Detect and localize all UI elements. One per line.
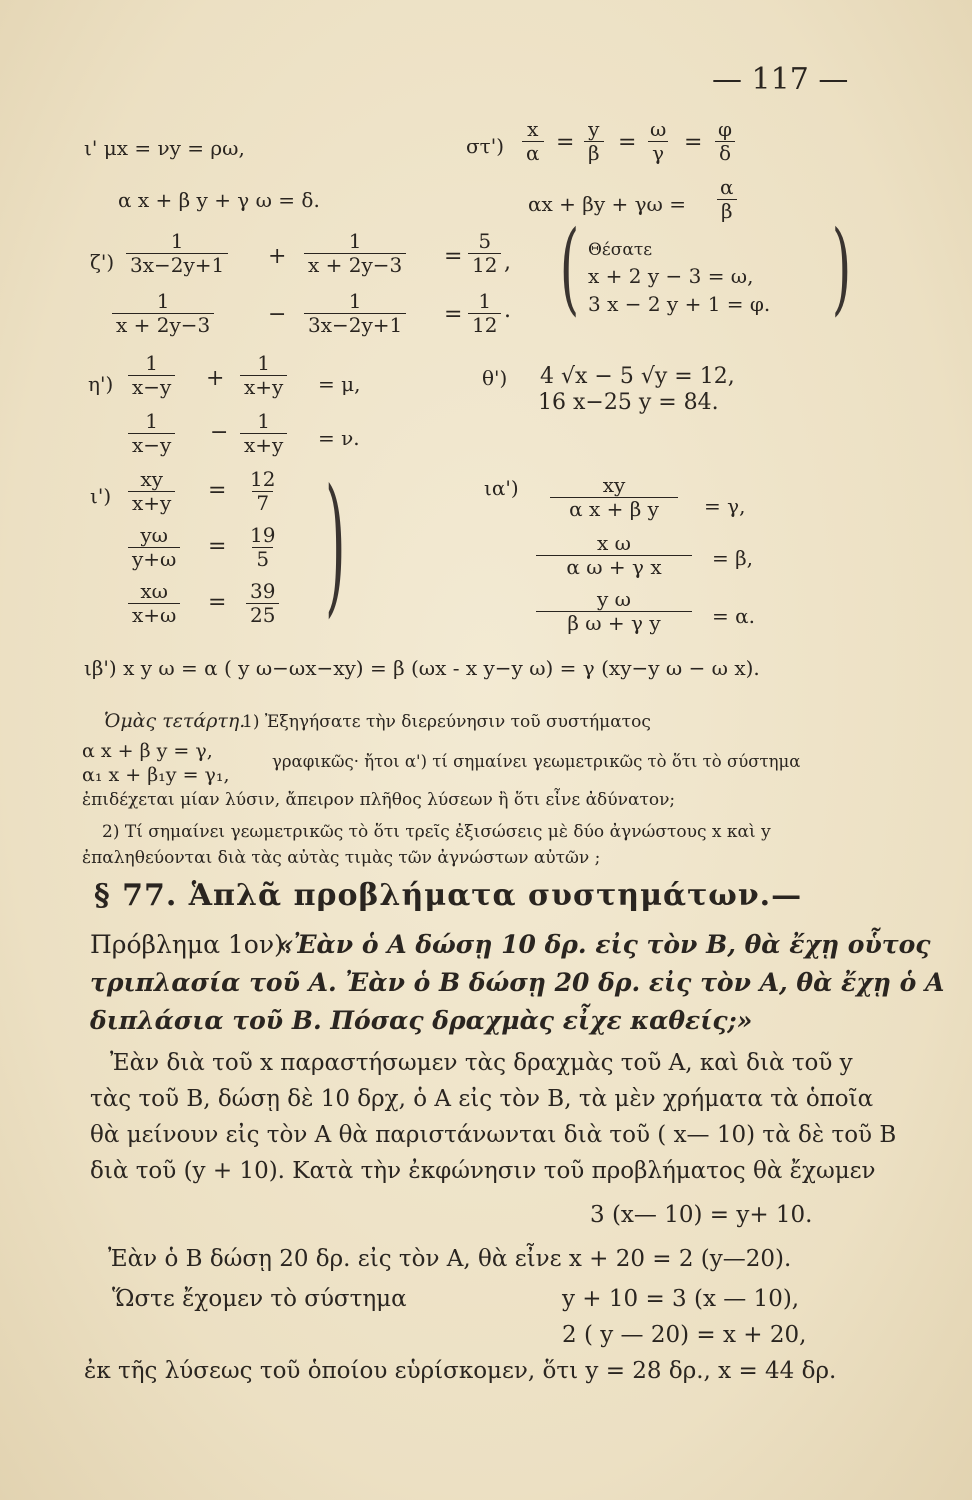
exercise-i-line1: ι' μx = νy = ρω, <box>84 136 245 160</box>
ia-result-1: = γ, <box>704 494 746 518</box>
equals-sign: = <box>618 130 637 155</box>
question-1-cont: γραφικῶς· ἤτοι α') τί σημαίνει γεωμετρικῶς τὸ ὅτι τὸ σύστημα <box>272 752 801 771</box>
problem-text-1: «Ἐὰν ὁ Α δώσῃ 10 δρ. εἰς τὸν Β, θὰ ἔχῃ οὗτος <box>278 930 931 959</box>
hint-equation-2: 3 x − 2 y + 1 = φ. <box>588 292 771 316</box>
fraction: $\frac{1}{3x-2y+1}$ <box>126 230 228 277</box>
fraction: $\frac{\omega}{\gamma}$ <box>650 117 667 165</box>
hint-equation-1: x + 2 y − 3 = ω, <box>588 264 754 288</box>
fraction: $\frac{xy}{x+y}$ <box>128 468 175 515</box>
question-2-line2: ἐπαληθεύονται διὰ τὰς αὐτὰς τιμὰς τῶν ἀγνώστων αὐτῶν ; <box>82 848 601 868</box>
question-1-lead: 1) Ἐξηγήσατε τὴν διερεύνησιν τοῦ συστήματος <box>242 712 651 732</box>
ia-result-2: = β, <box>712 546 754 570</box>
fraction: $\frac{xy}{\text{α x + β y}}$ <box>550 474 678 521</box>
exercise-iota-label: ι') <box>90 484 112 508</box>
exercise-i-line2: α x + β y + γ ω = δ. <box>118 188 320 212</box>
system-eq-1: α x + β y = γ, <box>82 740 213 762</box>
ia-result-3: = α. <box>712 604 755 628</box>
plus-sign: + <box>206 366 225 391</box>
equals-sign: = <box>684 130 703 155</box>
equals-sign: = <box>208 590 227 615</box>
plus-sign: + <box>268 244 287 269</box>
solution-line-7: ἐκ τῆς λύσεως τοῦ ὁποίου εὑρίσκομεν, ὅτι y = 28 δρ., x = 44 δρ. <box>84 1358 837 1384</box>
st-line2: αx + βy + γω = <box>528 192 686 216</box>
fraction: $\frac{y\omega}{y+\omega}$ <box>128 524 180 571</box>
solution-line-4: διὰ τοῦ (y + 10). Κατὰ τὴν ἐκφώνησιν τοῦ προβλήματος θὰ ἔχωμεν <box>90 1158 876 1184</box>
group-title: Ὁμὰς τετάρτη. <box>104 710 246 732</box>
question-1-end: ἐπιδέχεται μίαν λύσιν, ἄπειρον πλῆθος λύσεων ἢ ὅτι εἶνε ἀδύνατον; <box>82 790 676 810</box>
fraction: $\frac{1}{x+y}$ <box>240 410 287 457</box>
fraction: $\frac{1}{x+y}$ <box>240 352 287 399</box>
fraction: $\frac{x}{\alpha}$ <box>522 118 544 165</box>
fraction: $\frac{y}{\beta}$ <box>584 118 604 165</box>
solution-line-5: Ἐὰν ὁ Β δώσῃ 20 δρ. εἰς τὸν Α, θὰ εἶνε x + 20 = 2 (y—20). <box>108 1246 792 1272</box>
solution-line-2: τὰς τοῦ Β, δώσῃ δὲ 10 δρχ, ὁ Α εἰς τὸν Β, τὰ μὲν χρήματα τὰ ὁποῖα <box>90 1086 874 1112</box>
fraction: $\frac{\text{y ω}}{\text{β ω + γ y}}$ <box>536 588 692 635</box>
exercise-theta-label: θ') <box>482 366 508 390</box>
solution-line-6: Ὥστε ἔχομεν τὸ σύστημα <box>112 1286 407 1312</box>
system-equation-a: y + 10 = 3 (x — 10), <box>562 1286 800 1312</box>
period: . <box>504 298 511 323</box>
exercise-ia-label: ια') <box>484 476 519 500</box>
right-paren: ) <box>831 209 852 326</box>
system-equation-b: 2 ( y — 20) = x + 20, <box>562 1322 807 1348</box>
solution-line-1: Ἐὰν διὰ τοῦ x παραστήσωμεν τὰς δραχμὰς τοῦ Α, καὶ διὰ τοῦ y <box>110 1050 853 1076</box>
minus-sign: − <box>210 420 229 445</box>
equals-sign: = <box>556 130 575 155</box>
hint-title: Θέσατε <box>588 240 653 260</box>
fraction: $\frac{39}{25}$ <box>246 580 279 627</box>
fraction: $\frac{1}{12}$ <box>468 290 501 337</box>
problem-label: Πρόβλημα 1ον). <box>90 930 292 959</box>
exercise-ib-line: ιβ') x y ω = α ( y ω−ωx−xy) = β (ωx - x y−y ω) = γ (xy−y ω − ω x). <box>84 656 760 680</box>
page-number: — 117 — <box>712 62 849 97</box>
fraction: $\frac{1}{3x-2y+1}$ <box>304 290 406 337</box>
right-brace: ) <box>325 458 346 632</box>
comma: , <box>504 250 511 275</box>
equation-1: 3 (x— 10) = y+ 10. <box>590 1202 813 1228</box>
problem-text-2: τριπλασία τοῦ Α. Ἐὰν ὁ Β δώσῃ 20 δρ. εἰς τὸν Α, θὰ ἔχῃ ὁ Α <box>90 968 945 997</box>
theta-equation-1: 4 √x − 5 √y = 12, <box>540 364 735 389</box>
equals-sign: = <box>444 302 463 327</box>
equals-sign: = <box>208 478 227 503</box>
eta-result-1: = μ, <box>318 372 361 396</box>
fraction: $\frac{1}{x-y}$ <box>128 410 175 457</box>
exercise-st-label: στ') <box>466 134 505 158</box>
exercise-eta-label: η') <box>88 372 114 396</box>
solution-line-3: θὰ μείνουν εἰς τὸν Α θὰ παριστάνωνται διὰ τοῦ ( x— 10) τὰ δὲ τοῦ Β <box>90 1122 897 1148</box>
fraction: $\frac{\varphi}{\delta}$ <box>714 118 736 165</box>
fraction: $\frac{1}{x + 2y-3}$ <box>112 290 214 337</box>
minus-sign: − <box>268 302 287 327</box>
fraction: $\frac{\alpha}{\beta}$ <box>716 176 738 223</box>
question-2-line1: 2) Τί σημαίνει γεωμετρικῶς τὸ ὅτι τρεῖς ἐξισώσεις μὲ δύο ἀγνώστους x καὶ y <box>102 822 771 842</box>
exercise-zeta-label: ζ') <box>90 250 115 274</box>
fraction: $\frac{12}{7}$ <box>250 467 276 515</box>
fraction: $\frac{19}{5}$ <box>250 523 276 571</box>
fraction: $\frac{1}{x + 2y-3}$ <box>304 230 406 277</box>
problem-text-3: διπλάσια τοῦ Β. Πόσας δραχμὰς εἶχε καθείς;» <box>90 1006 753 1035</box>
fraction: $\frac{x\omega}{x+\omega}$ <box>128 580 180 627</box>
fraction: $\frac{\text{x ω}}{\text{α ω + γ x}}$ <box>536 532 692 579</box>
equals-sign: = <box>444 244 463 269</box>
system-eq-2: α₁ x + β₁y = γ₁, <box>82 764 230 786</box>
eta-result-2: = ν. <box>318 426 360 450</box>
equals-sign: = <box>208 534 227 559</box>
fraction: $\frac{1}{x-y}$ <box>128 352 175 399</box>
fraction: $\frac{5}{12}$ <box>468 230 501 277</box>
left-paren: ( <box>559 209 580 326</box>
theta-equation-2: 16 x−25 y = 84. <box>538 390 719 415</box>
section-heading: § 77. Ἁπλᾶ προβλήματα συστημάτων.— <box>94 878 803 913</box>
